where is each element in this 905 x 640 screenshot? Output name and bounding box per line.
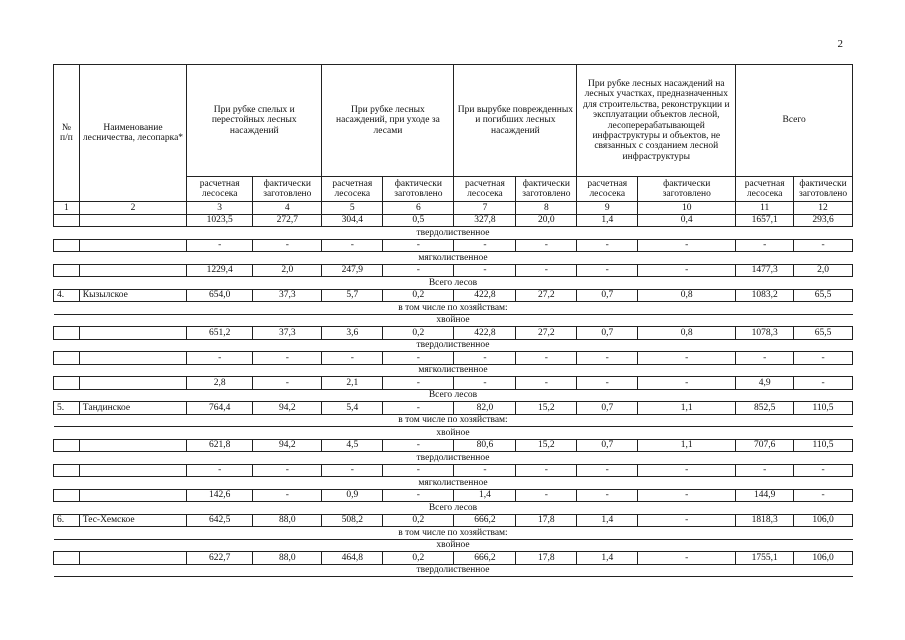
table-cell: 5,7	[322, 289, 383, 302]
table-cell: 2,1	[322, 377, 383, 390]
table-cell: 1657,1	[736, 214, 794, 227]
table-row	[54, 464, 853, 477]
section-row	[54, 364, 853, 377]
table-cell: 2,0	[794, 264, 853, 277]
table-cell: 0,2	[383, 552, 454, 565]
table-cell: 1818,3	[736, 514, 794, 527]
table-cell: 110,5	[794, 439, 853, 452]
table-cell: 327,8	[454, 214, 516, 227]
section-row	[54, 427, 853, 440]
table-cell: 3,6	[322, 327, 383, 340]
section-label: Всего лесов	[54, 502, 853, 515]
table-cell: 88,0	[253, 552, 322, 565]
table-cell: 1078,3	[736, 327, 794, 340]
table-cell: -	[383, 439, 454, 452]
forest-harvest-table	[53, 64, 853, 577]
section-label: твердолиственное	[54, 452, 853, 465]
table-cell: -	[577, 464, 638, 477]
forestry-name	[79, 552, 186, 565]
table-cell: 88,0	[253, 514, 322, 527]
table-cell: 666,2	[454, 552, 516, 565]
table-cell: 666,2	[454, 514, 516, 527]
table-cell: 0,2	[383, 289, 454, 302]
table-cell: 1477,3	[736, 264, 794, 277]
table-cell: 106,0	[794, 552, 853, 565]
table-cell: -	[638, 489, 736, 502]
table-row	[54, 214, 853, 227]
subheader-calc: расчетная лесосека	[187, 177, 253, 202]
table-cell: 2,8	[187, 377, 253, 390]
column-number: 5	[322, 202, 383, 215]
table-row	[54, 377, 853, 390]
column-number: 10	[638, 202, 736, 215]
table-cell: -	[454, 464, 516, 477]
table-cell: -	[516, 464, 577, 477]
table-cell: 0,7	[577, 327, 638, 340]
subheader-fact: фактически заготовлено	[638, 177, 736, 202]
table-cell: 651,2	[187, 327, 253, 340]
section-label: хвойное	[54, 427, 853, 440]
table-row	[54, 289, 853, 302]
section-row	[54, 302, 853, 315]
table-row	[54, 264, 853, 277]
forestry-name	[79, 239, 186, 252]
table-cell: 0,4	[638, 214, 736, 227]
header-group-total: Всего	[736, 65, 853, 177]
table-row	[54, 327, 853, 340]
subheader-calc: расчетная лесосека	[577, 177, 638, 202]
table-cell: -	[794, 239, 853, 252]
table-cell: 622,7	[187, 552, 253, 565]
forestry-name	[79, 489, 186, 502]
forestry-name	[79, 352, 186, 365]
table-cell: 764,4	[187, 402, 253, 415]
table-row	[54, 552, 853, 565]
forestry-name	[79, 214, 186, 227]
table-cell: 1,4	[577, 552, 638, 565]
row-number	[54, 352, 80, 365]
table-row	[54, 514, 853, 527]
table-cell: -	[638, 377, 736, 390]
table-row	[54, 402, 853, 415]
subheader-calc: расчетная лесосека	[454, 177, 516, 202]
subheader-calc: расчетная лесосека	[322, 177, 383, 202]
row-number: 5.	[54, 402, 80, 415]
forestry-name: Кызылское	[79, 289, 186, 302]
table-cell: 707,6	[736, 439, 794, 452]
table-cell: 0,9	[322, 489, 383, 502]
table-cell: -	[253, 489, 322, 502]
table-cell: -	[253, 377, 322, 390]
table-cell: 80,6	[454, 439, 516, 452]
table-cell: 422,8	[454, 289, 516, 302]
table-cell: 15,2	[516, 402, 577, 415]
table-cell: -	[454, 239, 516, 252]
table-cell: 293,6	[794, 214, 853, 227]
table-cell: -	[638, 264, 736, 277]
table-cell: -	[577, 489, 638, 502]
section-label: в том числе по хозяйствам:	[54, 414, 853, 427]
section-row	[54, 277, 853, 290]
table-row	[54, 352, 853, 365]
section-row	[54, 477, 853, 490]
column-number: 11	[736, 202, 794, 215]
table-cell: 4,5	[322, 439, 383, 452]
table-cell: 1755,1	[736, 552, 794, 565]
table-cell: -	[516, 377, 577, 390]
table-cell: -	[736, 352, 794, 365]
table-cell: -	[794, 489, 853, 502]
column-number: 4	[253, 202, 322, 215]
table-cell: 5,4	[322, 402, 383, 415]
table-cell: -	[577, 377, 638, 390]
column-number: 1	[54, 202, 80, 215]
table-cell: -	[516, 352, 577, 365]
section-row	[54, 502, 853, 515]
section-row	[54, 339, 853, 352]
table-cell: 82,0	[454, 402, 516, 415]
table-cell: 27,2	[516, 289, 577, 302]
subheader-fact: фактически заготовлено	[253, 177, 322, 202]
table-cell: 1,4	[577, 514, 638, 527]
section-label: мягколиственное	[54, 364, 853, 377]
table-cell: 37,3	[253, 289, 322, 302]
forestry-name	[79, 464, 186, 477]
table-cell: -	[187, 352, 253, 365]
table-cell: 17,8	[516, 514, 577, 527]
section-row	[54, 414, 853, 427]
table-row	[54, 239, 853, 252]
row-number	[54, 327, 80, 340]
row-number	[54, 552, 80, 565]
table-cell: -	[253, 239, 322, 252]
table-cell: -	[454, 264, 516, 277]
table-cell: -	[383, 402, 454, 415]
row-number	[54, 439, 80, 452]
header-row-groups	[54, 65, 853, 177]
table-cell: -	[322, 352, 383, 365]
section-row	[54, 314, 853, 327]
table-cell: 0,7	[577, 402, 638, 415]
table-cell: 110,5	[794, 402, 853, 415]
table-cell: -	[383, 489, 454, 502]
row-number: 4.	[54, 289, 80, 302]
forestry-name: Тандинское	[79, 402, 186, 415]
table-cell: -	[187, 464, 253, 477]
row-number	[54, 489, 80, 502]
table-cell: 1,4	[454, 489, 516, 502]
header-group-mature: При рубке спелых и перестойных лесных насаждений	[187, 65, 322, 177]
table-cell: 0,7	[577, 439, 638, 452]
table-cell: -	[322, 239, 383, 252]
section-label: мягколиственное	[54, 252, 853, 265]
table-cell: 27,2	[516, 327, 577, 340]
table-cell: -	[253, 352, 322, 365]
table-cell: -	[383, 264, 454, 277]
table-cell: 65,5	[794, 289, 853, 302]
table-cell: -	[253, 464, 322, 477]
table-cell: 37,3	[253, 327, 322, 340]
table-cell: -	[383, 352, 454, 365]
header-group-care: При рубке лесных насаждений, при уходе за лесами	[322, 65, 454, 177]
section-label: хвойное	[54, 539, 853, 552]
table-cell: 0,5	[383, 214, 454, 227]
forestry-name	[79, 327, 186, 340]
table-cell: -	[736, 464, 794, 477]
table-cell: 0,7	[577, 289, 638, 302]
table-cell: 304,4	[322, 214, 383, 227]
section-row	[54, 452, 853, 465]
subheader-fact: фактически заготовлено	[383, 177, 454, 202]
page-number: 2	[837, 38, 843, 50]
table-cell: 1,1	[638, 402, 736, 415]
table-cell: 508,2	[322, 514, 383, 527]
section-row	[54, 252, 853, 265]
table-cell: 1229,4	[187, 264, 253, 277]
table-cell: -	[383, 464, 454, 477]
forestry-name	[79, 439, 186, 452]
table-cell: -	[638, 464, 736, 477]
table-cell: 1,1	[638, 439, 736, 452]
table-cell: 654,0	[187, 289, 253, 302]
row-number	[54, 214, 80, 227]
column-number: 12	[794, 202, 853, 215]
table-cell: 94,2	[253, 439, 322, 452]
section-label: твердолиственное	[54, 564, 853, 577]
subheader-fact: фактически заготовлено	[794, 177, 853, 202]
section-label: хвойное	[54, 314, 853, 327]
row-number: 6.	[54, 514, 80, 527]
table-cell: -	[638, 514, 736, 527]
section-row	[54, 227, 853, 240]
table-cell: -	[794, 464, 853, 477]
row-number	[54, 377, 80, 390]
table-row	[54, 439, 853, 452]
header-row-numbers	[54, 202, 853, 215]
header-group-damaged: При вырубке поврежденных и погибших лесных насаждений	[454, 65, 577, 177]
column-number: 7	[454, 202, 516, 215]
table-cell: 0,2	[383, 327, 454, 340]
table-cell: 144,9	[736, 489, 794, 502]
table-cell: 852,5	[736, 402, 794, 415]
column-number: 8	[516, 202, 577, 215]
table-cell: 0,8	[638, 289, 736, 302]
row-number	[54, 239, 80, 252]
table-cell: -	[577, 264, 638, 277]
table-cell: -	[794, 352, 853, 365]
table-cell: -	[383, 239, 454, 252]
table-cell: -	[638, 552, 736, 565]
table-cell: 247,9	[322, 264, 383, 277]
section-row	[54, 539, 853, 552]
table-row	[54, 489, 853, 502]
section-label: твердолиственное	[54, 227, 853, 240]
section-label: Всего лесов	[54, 389, 853, 402]
table-cell: 15,2	[516, 439, 577, 452]
table-cell: -	[736, 239, 794, 252]
header-col-no: № п/п	[54, 65, 80, 202]
table-cell: -	[383, 377, 454, 390]
table-cell: 1083,2	[736, 289, 794, 302]
table-cell: 464,8	[322, 552, 383, 565]
table-cell: -	[577, 239, 638, 252]
table-cell: 142,6	[187, 489, 253, 502]
table-cell: -	[516, 239, 577, 252]
section-row	[54, 527, 853, 540]
table-cell: -	[577, 352, 638, 365]
forestry-name	[79, 377, 186, 390]
header-group-construction: При рубке лесных насаждений на лесных участках, предназначенных для строительства, реконструкции и эксплуатации объектов лесной, лесоперерабатывающей инфраструктуры и объектов, не связанных с созданием лесной инфраструктуры	[577, 65, 736, 177]
table-cell: 4,9	[736, 377, 794, 390]
table-cell: -	[516, 264, 577, 277]
table-cell: -	[638, 239, 736, 252]
table-cell: 20,0	[516, 214, 577, 227]
table-cell: -	[516, 489, 577, 502]
table-cell: 1023,5	[187, 214, 253, 227]
table-cell: 94,2	[253, 402, 322, 415]
table-cell: 1,4	[577, 214, 638, 227]
section-row	[54, 564, 853, 577]
header-col-name: Наименование лесничества, лесопарка*	[79, 65, 186, 202]
column-number: 3	[187, 202, 253, 215]
row-number	[54, 264, 80, 277]
section-label: твердолиственное	[54, 339, 853, 352]
table-cell: -	[187, 239, 253, 252]
table-cell: 17,8	[516, 552, 577, 565]
table-cell: 0,2	[383, 514, 454, 527]
section-row	[54, 389, 853, 402]
section-label: мягколиственное	[54, 477, 853, 490]
table-cell: -	[322, 464, 383, 477]
table-cell: 0,8	[638, 327, 736, 340]
table-cell: 106,0	[794, 514, 853, 527]
subheader-fact: фактически заготовлено	[516, 177, 577, 202]
table-cell: 621,8	[187, 439, 253, 452]
table-cell: 2,0	[253, 264, 322, 277]
subheader-calc: расчетная лесосека	[736, 177, 794, 202]
section-label: Всего лесов	[54, 277, 853, 290]
table-cell: 65,5	[794, 327, 853, 340]
table-cell: 422,8	[454, 327, 516, 340]
section-label: в том числе по хозяйствам:	[54, 302, 853, 315]
column-number: 2	[79, 202, 186, 215]
section-label: в том числе по хозяйствам:	[54, 527, 853, 540]
table-cell: -	[454, 352, 516, 365]
forestry-name	[79, 264, 186, 277]
table-cell: -	[794, 377, 853, 390]
column-number: 9	[577, 202, 638, 215]
table-cell: -	[638, 352, 736, 365]
table-cell: -	[454, 377, 516, 390]
column-number: 6	[383, 202, 454, 215]
forestry-name: Тес-Хемское	[79, 514, 186, 527]
row-number	[54, 464, 80, 477]
table-cell: 272,7	[253, 214, 322, 227]
table-cell: 642,5	[187, 514, 253, 527]
